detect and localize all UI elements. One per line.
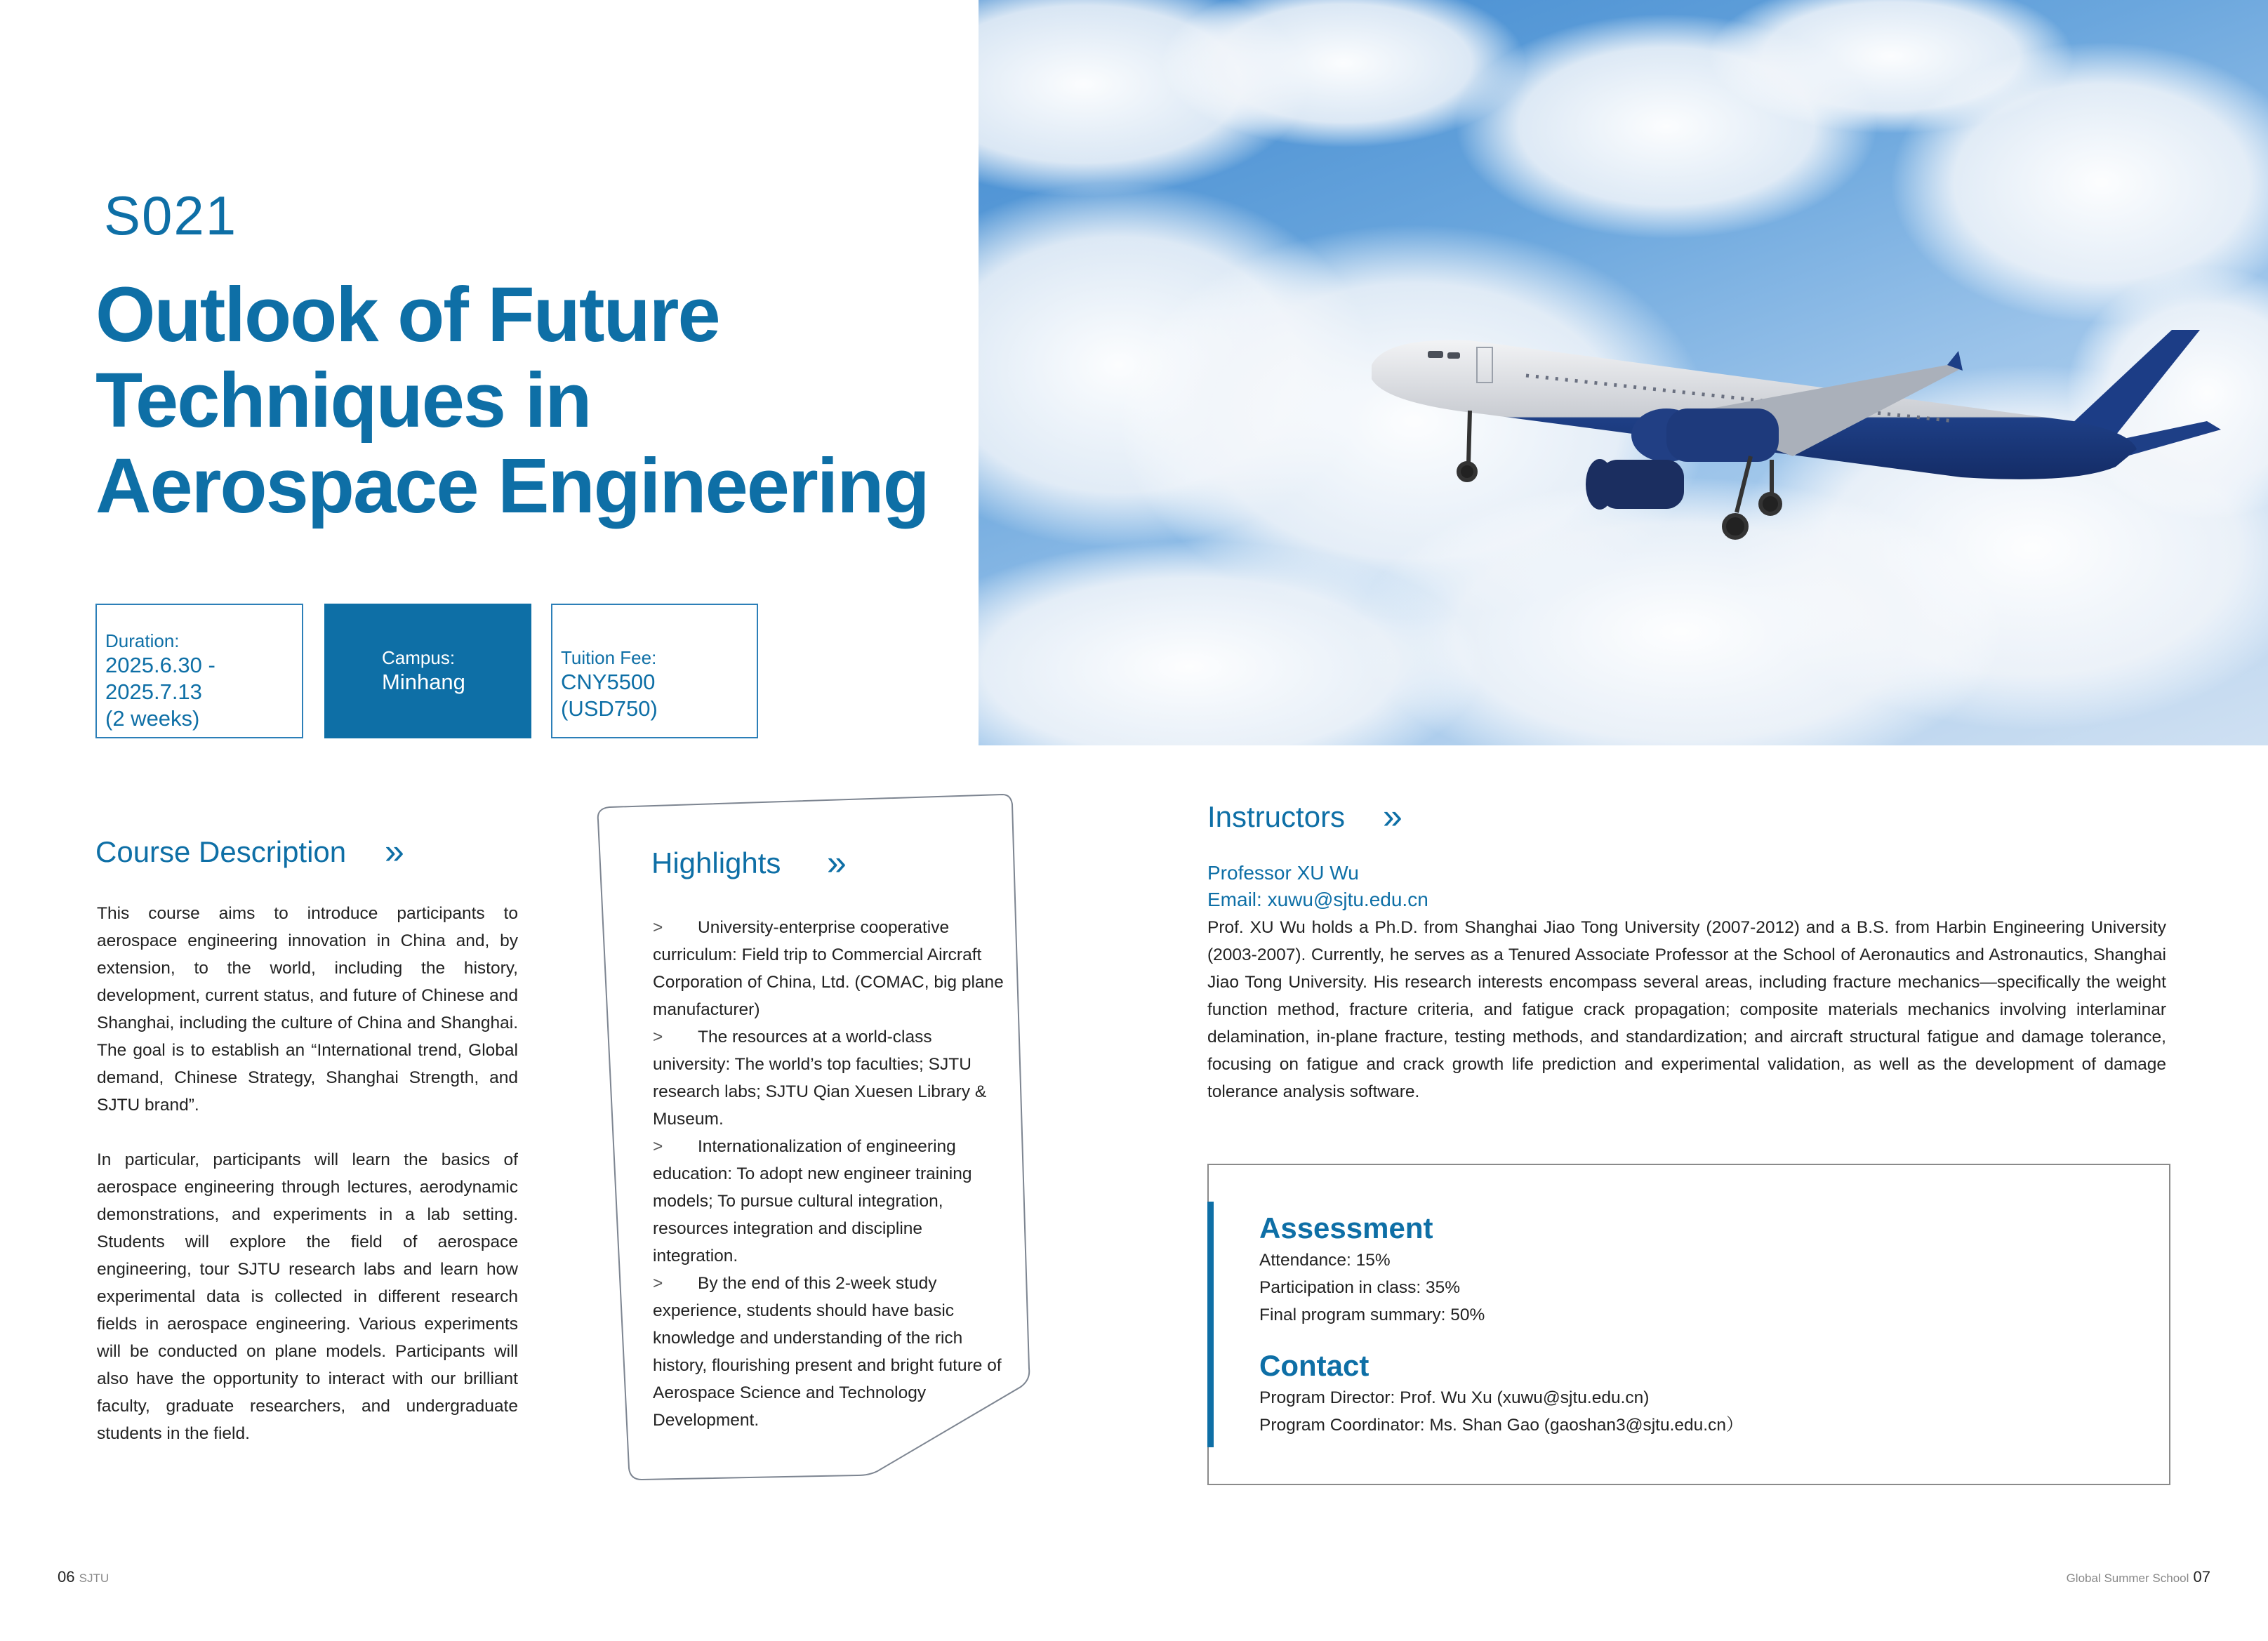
list-item: > By the end of this 2-week study experience, students should have basic knowledge and understanding of the rich history, flourishing present and bright future of Aerospace Science and Technology Development. — [653, 1270, 1004, 1434]
duration-note: (2 weeks) — [105, 706, 200, 731]
accent-bar — [1207, 1202, 1214, 1447]
page-number: 06 — [58, 1568, 75, 1586]
instructor-bio: Prof. XU Wu holds a Ph.D. from Shanghai Jiao Tong University (2007-2012) and a B.S. from Harbin Engineering University (2003-2007). Currently, he serves as a Tenured Associate Professor at the School of Aeronautics and Astronautics, Shanghai Jiao Tong University. His research interests encompass several areas, including fracture mechanics—specifically the weight function method, fracture criteria, and fatigue crack propagation; composite materials mechanics involving interlaminar delamination, in-plane fracture, testing methods, and standardization; and aircraft structural fatigue and damage tolerance, focusing on fatigue and crack growth life prediction and experimental validation, as well as the development of damage tolerance analysis software. — [1207, 918, 2166, 1101]
list-item: > Internationalization of engineering education: To adopt new engineer training models; To pursue cultural integration, resources integration and discipline integration. — [653, 1133, 1004, 1270]
highlights-list — [653, 914, 1004, 1434]
assessment-list — [1259, 1247, 1485, 1329]
footer-label: Global Summer School — [2066, 1572, 2189, 1585]
airplane-sky-illustration — [979, 0, 2268, 745]
chevron-right-icon: » — [827, 843, 847, 882]
contact-heading: Contact — [1259, 1349, 1370, 1382]
instructors-heading: Instructors — [1207, 800, 1346, 833]
campus-label: Campus: — [382, 647, 456, 668]
page-number: 07 — [2193, 1568, 2210, 1586]
bullet-chevron-icon: > — [653, 1028, 663, 1047]
tuition-fee-label: Tuition Fee: — [561, 647, 657, 668]
bullet-chevron-icon: > — [653, 918, 663, 937]
course-description-paragraph: In particular, participants will learn the basics of aerospace engineering through lectures, aerodynamic demonstrations, and experiments in a lab setting. Students will explore the field of aerospace engineering, tour SJTU research labs and learn how experimental data is collected in different research fields in aerospace engineering. Various experiments will be conducted on plane models. Participants will also have the opportunity to interact with our brilliant faculty, graduate researchers, and undergraduate students in the field. — [97, 1150, 518, 1443]
bullet-chevron-icon: > — [653, 1137, 663, 1156]
duration-value: 2025.6.30 - 2025.7.13 — [105, 653, 215, 704]
tuition-fee-box — [551, 604, 758, 738]
list-item: Attendance: 15% — [1259, 1251, 1391, 1270]
list-item: Final program summary: 50% — [1259, 1306, 1485, 1324]
contact-list — [1259, 1384, 1743, 1439]
course-description-paragraph: This course aims to introduce participants to aerospace engineering innovation in China and, by extension, to the world, including the history, development, current status, and future of Chinese and Shanghai, including the culture of China and Shanghai. The goal is to establish an “International trend, Global demand, Chinese Strategy, Shanghai Strength, and SJTU brand”. — [97, 904, 518, 1115]
list-item: > University-enterprise cooperative curriculum: Field trip to Commercial Aircraft Corporation of China, Ltd. (COMAC, big plane manufacturer) — [653, 914, 1004, 1023]
course-code: S021 — [104, 185, 238, 246]
assessment-heading: Assessment — [1259, 1211, 1433, 1244]
chevron-right-icon: » — [385, 832, 404, 871]
hero-airplane-photo — [979, 0, 2268, 745]
chevron-right-icon: » — [1383, 797, 1402, 836]
instructor-email[interactable]: Email: xuwu@sjtu.edu.cn — [1207, 889, 1428, 910]
tuition-fee-value: CNY5500 (USD750) — [561, 670, 658, 721]
page-title: Outlook of Future Techniques in Aerospace Engineering — [95, 272, 929, 529]
bullet-chevron-icon: > — [653, 1274, 663, 1293]
list-item: > The resources at a world-class university: The world’s top faculties; SJTU research labs; SJTU Qian Xuesen Library & Museum. — [653, 1023, 1004, 1133]
instructor-name: Professor XU Wu — [1207, 862, 1359, 884]
list-item: Program Director: Prof. Wu Xu (xuwu@sjtu.edu.cn) — [1259, 1388, 1650, 1407]
course-description-heading: Course Description — [95, 835, 347, 868]
footer-left — [58, 1568, 109, 1586]
duration-label: Duration: — [105, 630, 180, 651]
highlights-heading: Highlights — [651, 846, 781, 879]
list-item: Participation in class: 35% — [1259, 1278, 1460, 1297]
footer-right — [2067, 1568, 2210, 1586]
campus-box — [324, 604, 531, 738]
duration-box — [95, 604, 303, 738]
footer-label: SJTU — [79, 1572, 110, 1585]
list-item: Program Coordinator: Ms. Shan Gao (gaoshan3@sjtu.edu.cn） — [1259, 1416, 1744, 1435]
campus-value: Minhang — [382, 670, 465, 694]
